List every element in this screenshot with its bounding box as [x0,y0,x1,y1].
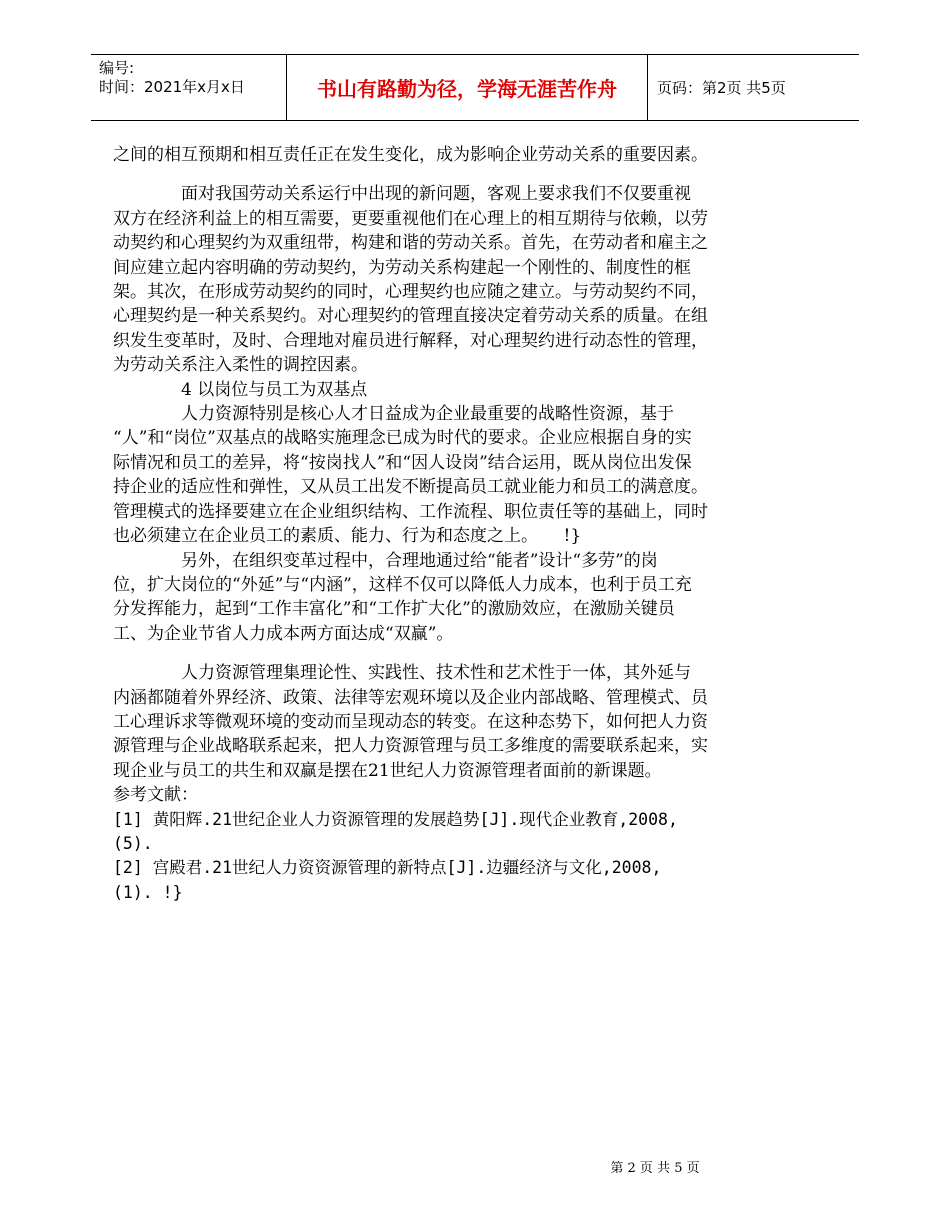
text-line: 工心理诉求等微观环境的变动而呈现动态的转变。在这种态势下，如何把人力资 [113,711,708,732]
text-line: 持企业的适应性和弹性，又从员工出发不断提高员工就业能力和员工的满意度。 [113,477,708,498]
text-line: 面对我国劳动关系运行中出现的新问题，客观上要求我们不仅要重视 [113,184,691,205]
text-line: 之间的相互预期和相互责任正在发生变化，成为影响企业劳动关系的重要因素。 [113,145,708,165]
reference-line: (5). [113,833,153,853]
header-left [99,59,245,97]
text-line: 源管理与企业战略联系起来，把人力资源管理与员工多维度的需要联系起来，实 [113,736,708,757]
text-line: 动契约和心理契约为双重纽带，构建和谐的劳动关系。首先，在劳动者和雇主之 [113,233,708,254]
text-line: 为劳动关系注入柔性的调控因素。 [113,355,368,376]
text-line: 架。其次，在形成劳动契约的同时，心理契约也应随之建立。与劳动契约不同， [113,282,708,303]
text-line: 现企业与员工的共生和双赢是摆在21世纪人力资源管理者面前的新课题。 [113,760,662,781]
text-line: 双方在经济利益上的相互需要，更要重视他们在心理上的相互期待与依赖，以劳 [113,208,708,229]
text-line: 也必须建立在企业员工的素质、能力、行为和态度之上。 !} [113,526,582,547]
reference-line: (1). !} [113,882,183,902]
text-line: 内涵都随着外界经济、政策、法律等宏观环境以及企业内部战略、管理模式、员 [113,687,708,708]
text-line: 心理契约是一种关系契约。对心理契约的管理直接决定着劳动关系的质量。在组 [113,306,708,327]
references-heading: 参考文献： [113,785,198,806]
text-line: “人”和“岗位”双基点的战略实施理念已成为时代的要求。企业应根据自身的实 [113,428,692,449]
text-line: 分发挥能力，起到“工作丰富化”和“工作扩大化”的激励效应，在激励关键员 [113,599,675,620]
text-line: 织发生变革时，及时、合理地对雇员进行解释，对心理契约进行动态性的管理， [113,330,708,351]
section-heading: 4 以岗位与员工为双基点 [113,379,368,400]
reference-line: [1] 黄阳辉.21世纪企业人力资源管理的发展趋势[J].现代企业教育,2008, [113,809,678,829]
header-motto: 书山有路勤为径，学海无涯苦作舟 [286,55,648,120]
header-number-label: 编号: [99,59,135,77]
text-line: 人力资源管理集理论性、实践性、技术性和艺术性于一体，其外延与 [113,663,691,684]
document-body [113,143,773,905]
page-footer: 第 2 页 共 5 页 [610,1161,700,1176]
header-page-info: 页码：第2页 共5页 [657,79,786,97]
reference-line: [2] 宫殿君.21世纪人力资资源管理的新特点[J].边疆经济与文化,2008, [113,858,662,878]
text-line: 际情况和员工的差异，将“按岗找人”和“因人设岗”结合运用，既从岗位出发保 [113,452,692,473]
text-line: 工、为企业节省人力成本两方面达成“双赢”。 [113,623,454,644]
text-line: 管理模式的选择要建立在企业组织结构、工作流程、职位责任等的基础上，同时 [113,501,708,522]
header-time: 时间：2021年x月x日 [99,78,245,96]
page-header [91,54,859,121]
text-line: 位，扩大岗位的“外延”与“内涵”，这样不仅可以降低人力成本，也利于员工充 [113,574,692,595]
text-line: 间应建立起内容明确的劳动契约，为劳动关系构建起一个刚性的、制度性的框 [113,257,691,278]
text-line: 另外，在组织变革过程中，合理地通过给“能者”设计“多劳”的岗 [113,550,658,571]
text-line: 人力资源特别是核心人才日益成为企业最重要的战略性资源，基于 [113,404,674,425]
